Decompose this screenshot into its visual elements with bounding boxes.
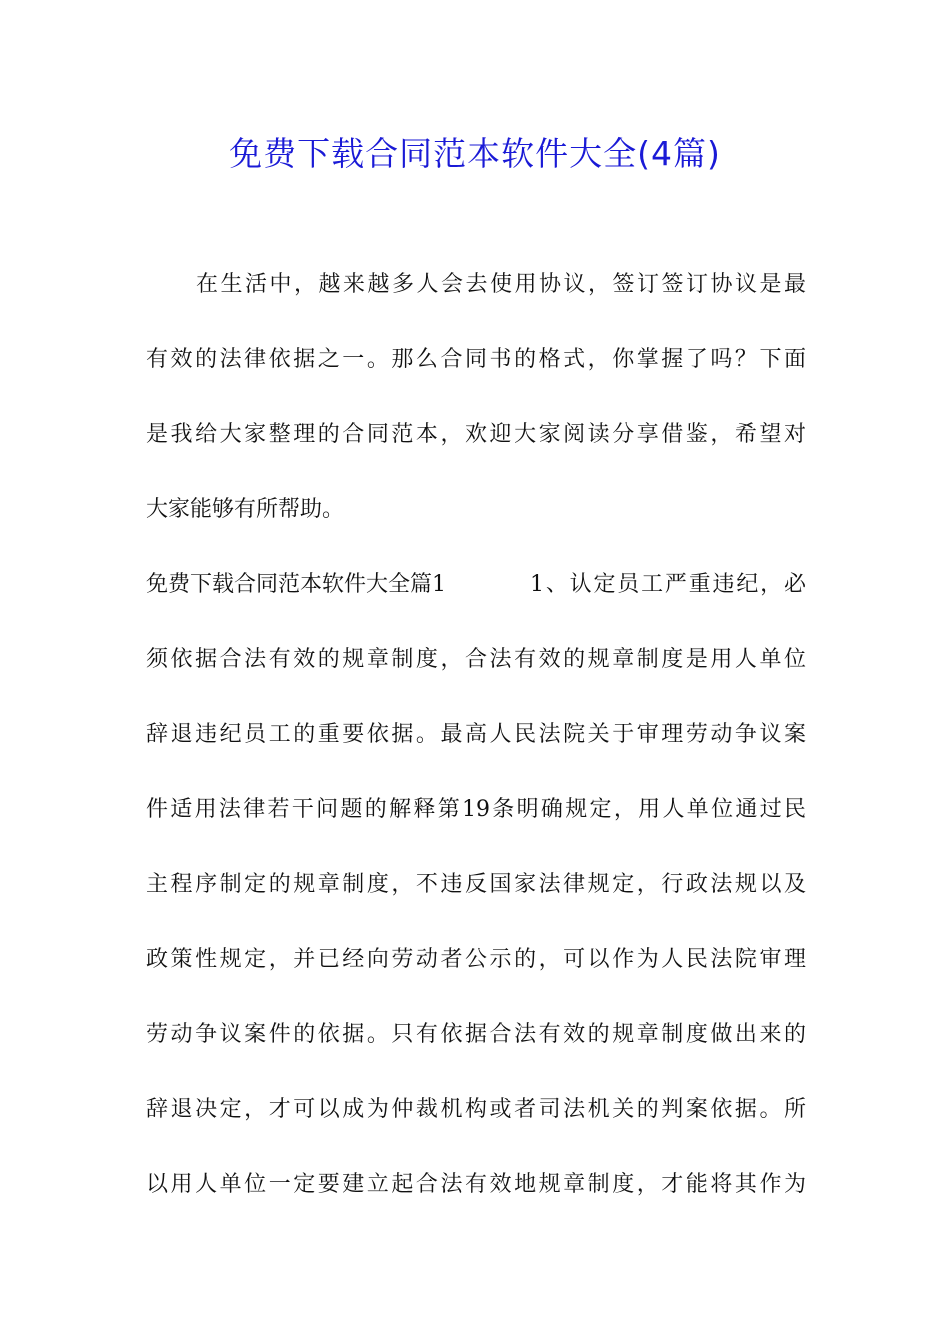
body-line-1: 须依据合法有效的规章制度，合法有效的规章制度是用人单位	[146, 647, 806, 672]
document-title: 免费下载合同范本软件大全(4篇)	[229, 134, 721, 173]
intro-line-2: 有效的法律依据之一。那么合同书的格式，你掌握了吗？下面	[146, 347, 806, 372]
body-line-7: 辞退决定，才可以成为仲裁机构或者司法机关的判案依据。所	[146, 1097, 806, 1122]
intro-line-1: 在生活中，越来越多人会去使用协议，签订签订协议是最	[196, 272, 806, 297]
body-line-8: 以用人单位一定要建立起合法有效地规章制度，才能将其作为	[146, 1172, 806, 1197]
section-heading-line	[146, 567, 806, 603]
section-heading: 免费下载合同范本软件大全篇1	[146, 572, 446, 597]
body-line-2: 辞退违纪员工的重要依据。最高人民法院关于审理劳动争议案	[146, 722, 806, 747]
section-first-line: 1、认定员工严重违纪，必	[530, 572, 806, 597]
body-line-6: 劳动争议案件的依据。只有依据合法有效的规章制度做出来的	[146, 1022, 806, 1047]
intro-line-4: 大家能够有所帮助。	[146, 497, 345, 522]
body-line-3: 件适用法律若干问题的解释第19条明确规定，用人单位通过民	[146, 797, 806, 822]
body-line-4: 主程序制定的规章制度，不违反国家法律规定，行政法规以及	[146, 872, 806, 897]
intro-line-3: 是我给大家整理的合同范本，欢迎大家阅读分享借鉴，希望对	[146, 422, 806, 447]
body-line-5: 政策性规定，并已经向劳动者公示的，可以作为人民法院审理	[146, 947, 806, 972]
